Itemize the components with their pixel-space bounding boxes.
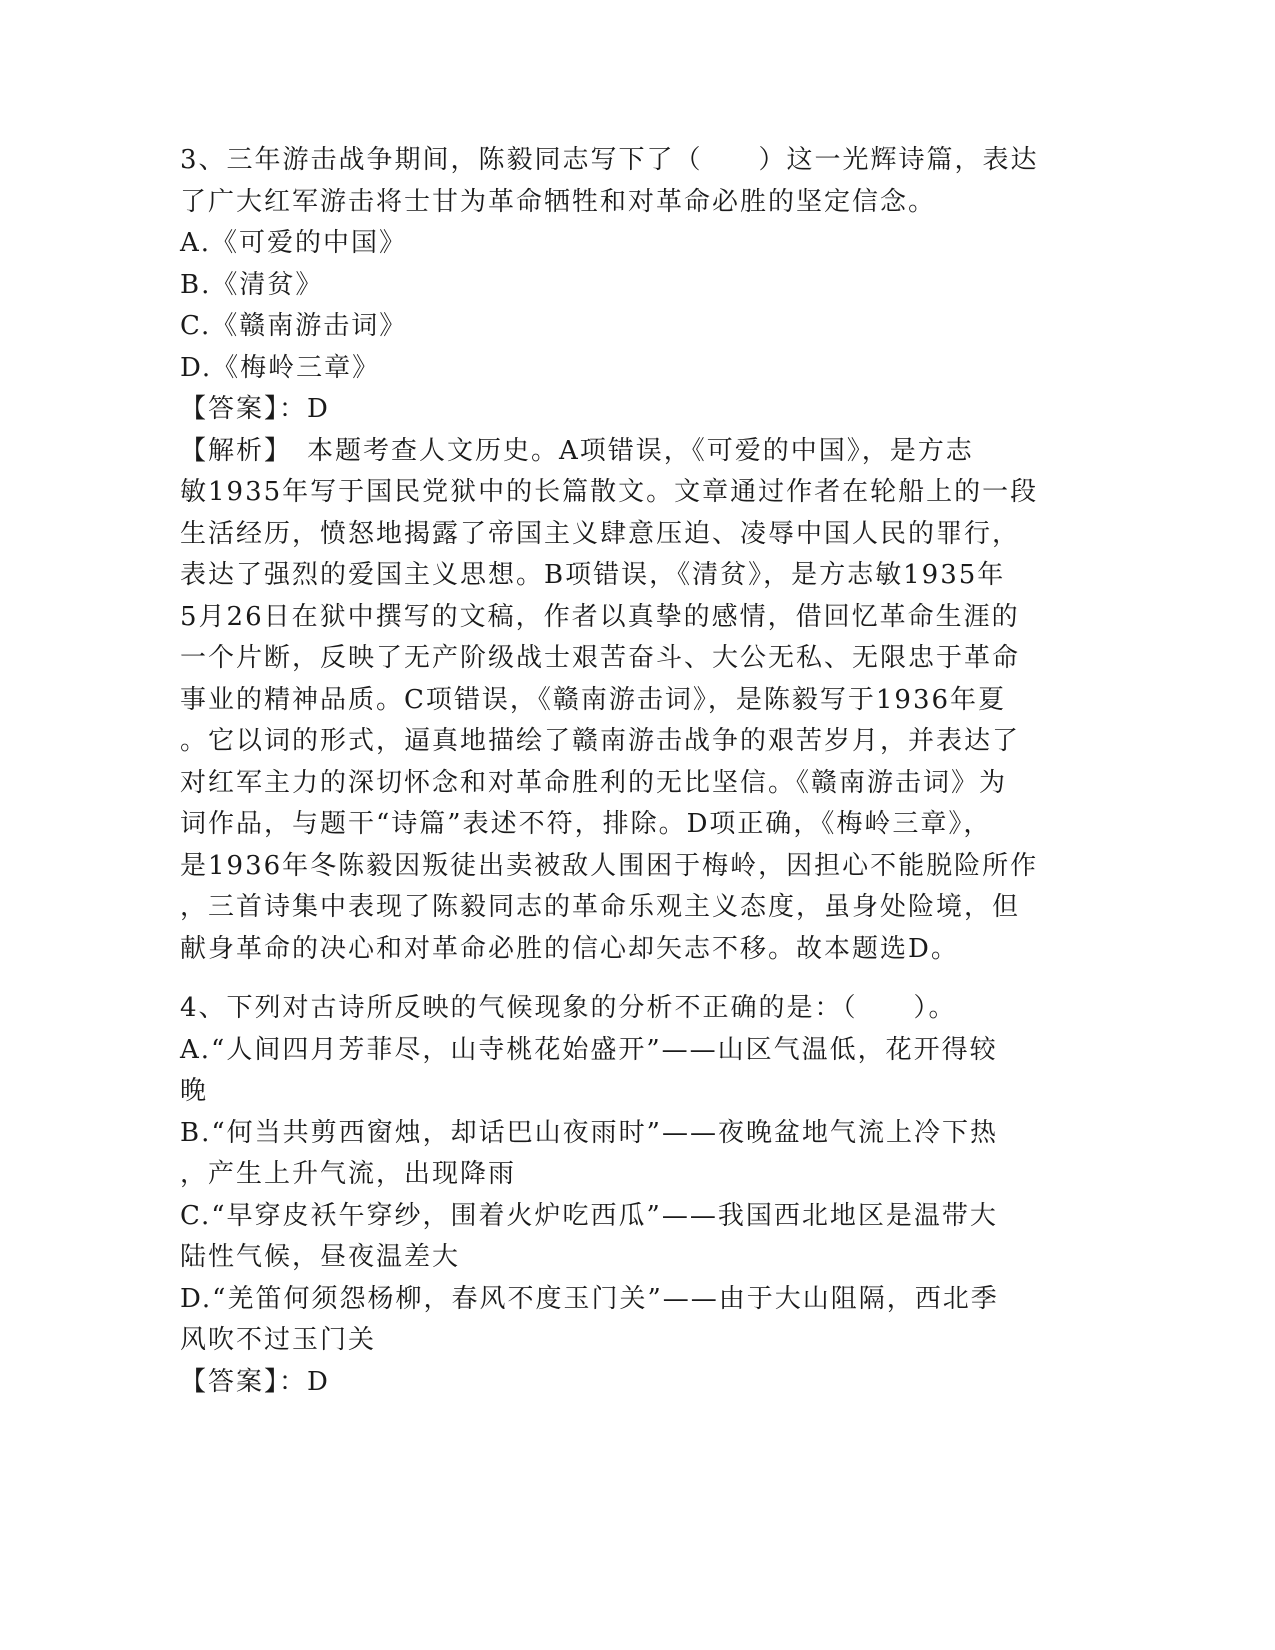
question-3-stem-line-1: 3、三年游击战争期间，陈毅同志写下了（ ）这一光辉诗篇，表达 — [180, 145, 1039, 175]
analysis-line: 敏1935年写于国民党狱中的长篇散文。文章通过作者在轮船上的一段 — [180, 477, 1039, 507]
analysis-line: 对红军主力的深切怀念和对革命胜利的无比坚信。《赣南游击词》为 — [180, 767, 1008, 798]
analysis-line: 一个片断，反映了无产阶级战士艰苦奋斗、大公无私、无限忠于革命 — [180, 643, 1021, 673]
question-4-stem: 4、下列对古诗所反映的气候现象的分析不正确的是：（ ）。 — [180, 993, 957, 1023]
question-3-analysis — [180, 431, 1039, 971]
option-line: ，产生上升气流，出现降雨 — [180, 1159, 517, 1189]
question-spacer — [180, 970, 1030, 988]
option-line: A.“人间四月芳菲尽，山寺桃花始盛开”——山区气温低，花开得较 — [180, 1034, 998, 1065]
option-line: 风吹不过玉门关 — [180, 1325, 377, 1355]
analysis-line: 【解析】 本题考查人文历史。A项错误，《可爱的中国》，是方志 — [180, 435, 974, 466]
analysis-line: 5月26日在狱中撰写的文稿，作者以真挚的感情，借回忆革命生涯的 — [180, 601, 1020, 632]
question-4-option-d — [180, 1279, 1030, 1362]
question-4 — [180, 988, 1030, 1403]
question-3-option-d: D.《梅岭三章》 — [180, 352, 381, 383]
analysis-line: ，三首诗集中表现了陈毅同志的革命乐观主义态度，虽身处险境，但 — [180, 892, 1021, 922]
analysis-line: 表达了强烈的爱国主义思想。B项错误，《清贫》，是方志敏1935年 — [180, 560, 1006, 590]
option-line: 陆性气候，昼夜温差大 — [180, 1242, 461, 1272]
option-line: D.“羌笛何须怨杨柳，春风不度玉门关”——由于大山阻隔，西北季 — [180, 1283, 999, 1314]
question-3 — [180, 140, 1039, 970]
document-page — [180, 140, 1039, 1403]
analysis-line: 事业的精神品质。C项错误，《赣南游击词》，是陈毅写于1936年夏 — [180, 684, 1007, 715]
question-3-answer: 【答案】：D — [180, 394, 330, 424]
question-3-stem-line-2: 了广大红军游击将士甘为革命牺牲和对革命必胜的坚定信念。 — [180, 186, 937, 217]
option-line: C.“早穿皮袄午穿纱，围着火炉吃西瓜”——我国西北地区是温带大 — [180, 1200, 998, 1231]
analysis-line: 生活经历，愤怒地揭露了帝国主义肆意压迫、凌辱中国人民的罪行， — [180, 518, 1021, 549]
analysis-line: 词作品，与题干“诗篇”表述不符，排除。D项正确，《梅岭三章》， — [180, 809, 992, 839]
question-3-option-c: C.《赣南游击词》 — [180, 311, 408, 341]
analysis-line: 是1936年冬陈毅因叛徒出卖被敌人围困于梅岭，因担心不能脱险所作 — [180, 850, 1039, 881]
analysis-line: 。它以词的形式，逼真地描绘了赣南游击战争的艰苦岁月，并表达了 — [180, 726, 1021, 756]
option-line: B.“何当共剪西窗烛，却话巴山夜雨时”——夜晚盆地气流上冷下热 — [180, 1117, 998, 1148]
question-3-option-a: A.《可爱的中国》 — [180, 228, 408, 258]
question-4-answer: 【答案】：D — [180, 1366, 330, 1397]
question-4-option-a — [180, 1030, 1030, 1113]
analysis-line: 献身革命的决心和对革命必胜的信心却矢志不移。故本题选D。 — [180, 933, 959, 964]
option-line: 晚 — [180, 1076, 209, 1106]
question-4-option-c — [180, 1196, 1030, 1279]
question-4-option-b — [180, 1113, 1030, 1196]
question-3-option-b: B.《清贫》 — [180, 269, 324, 300]
